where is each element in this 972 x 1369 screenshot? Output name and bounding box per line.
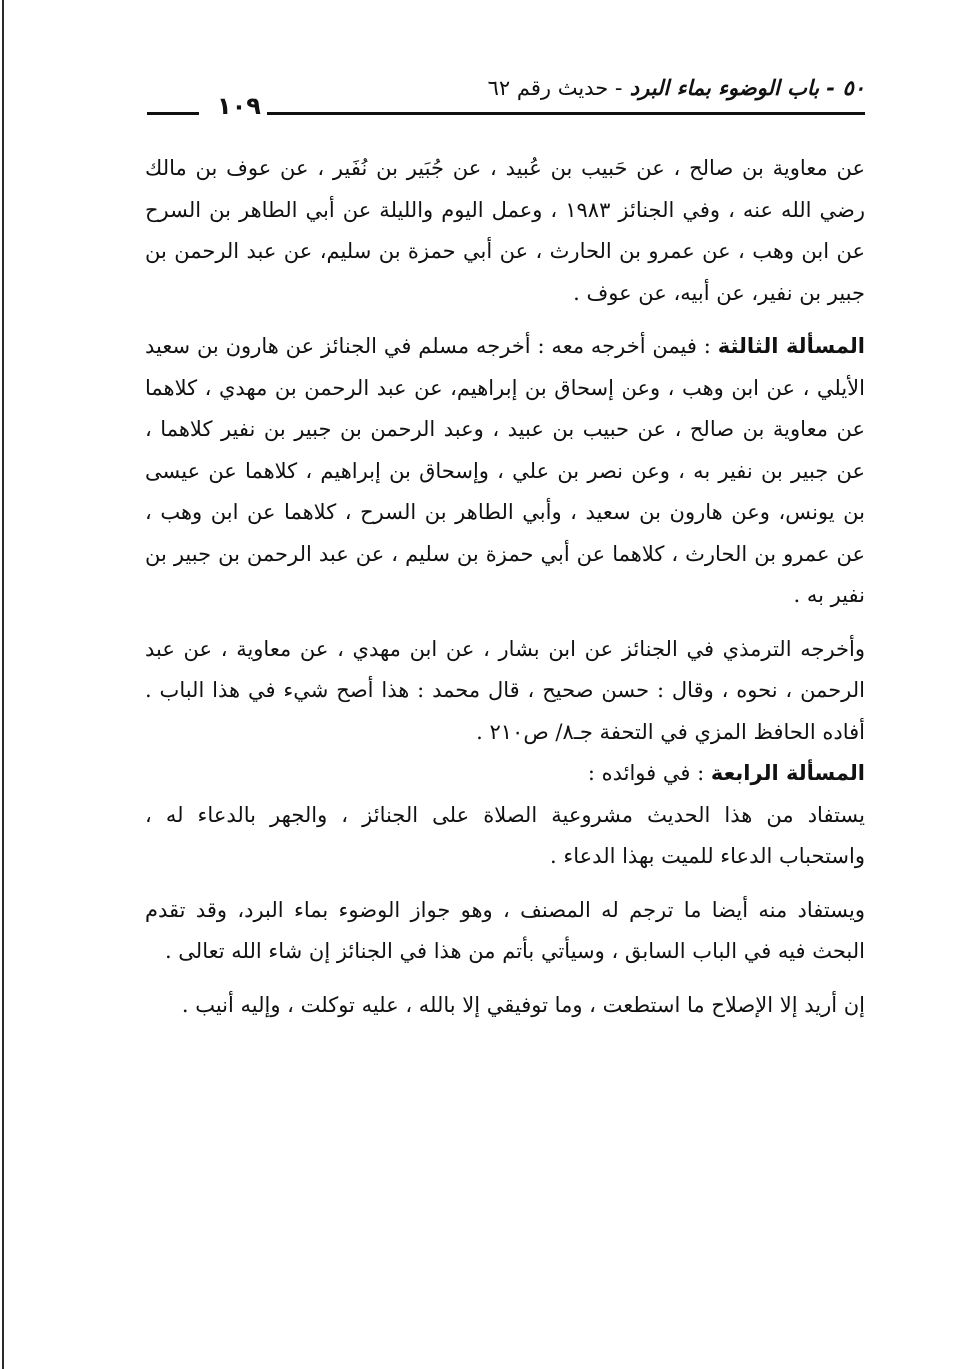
paragraph-closing xyxy=(145,985,865,1027)
paragraph-text: وأخرجه الترمذي في الجنائز عن ابن بشار ، عن ابن مهدي ، عن معاوية ، عن عبد الرحمن ، نحوه ، وقال : حسن صحيح ، قال محمد : هذا أصح شيء في هذا الباب . أفاده الحافظ المزي في التحفة جـ٨/ ص٢١٠ . xyxy=(145,636,865,744)
paragraph-isnad xyxy=(145,148,865,314)
chapter-title xyxy=(488,76,865,100)
hadith-reference: - حديث رقم ٦٢ xyxy=(487,76,623,100)
paragraph-text: يستفاد من هذا الحديث مشروعية الصلاة على الجنائز ، والجهر بالدعاء له ، واستحباب الدعاء للميت بهذا الدعاء . xyxy=(145,802,865,868)
paragraph-third-issue xyxy=(145,326,865,617)
page-number: ١٠٩ xyxy=(211,92,267,120)
paragraph-text: : في فوائده : xyxy=(587,761,705,785)
body-text xyxy=(145,148,865,1026)
section-heading: المسألة الثالثة xyxy=(717,334,865,358)
paragraph-fourth-issue xyxy=(145,753,865,795)
header-rule xyxy=(255,112,865,115)
paragraph-text: إن أريد إلا الإصلاح ما استطعت ، وما توفيقي إلا بالله ، عليه توكلت ، وإليه أنيب . xyxy=(181,992,865,1017)
page-number-dash xyxy=(147,112,199,115)
paragraph-text: : فيمن أخرجه معه : أخرجه مسلم في الجنائز عن هارون بن سعيد الأيلي ، عن ابن وهب ، وعن إسحاق بن إبراهيم، عن عبد الرحمن بن مهدي ، كلاهما عن معاوية بن صالح ، عن حبيب بن عبيد ، وعبد الرحمن بن جبير بن نفير كلاهما ، عن جبير بن نفير به ، وعن نصر بن علي ، وإسحاق بن إبراهيم ، كلاهما عن عيسى بن يونس، وعن هارون بن سعيد ، وأبي الطاهر بن السرح ، كلاهما عن ابن وهب ، عن عمرو بن الحارث ، كلاهما عن أبي حمزة بن سليم ، عن عبد الرحمن بن جبير بن نفير به . xyxy=(145,334,865,607)
scan-edge-line xyxy=(2,0,4,1369)
section-heading: المسألة الرابعة xyxy=(710,761,865,785)
paragraph-benefits xyxy=(145,795,865,878)
running-header xyxy=(145,70,865,120)
book-page xyxy=(145,70,866,1017)
paragraph-text: عن معاوية بن صالح ، عن حَبيب بن عُبيد ، عن جُبَير بن نُفَير ، عن عوف بن مالك رضي الله عنه ، وفي الجنائز ١٩٨٣ ، وعمل اليوم والليلة عن أبي الطاهر بن السرح عن ابن وهب ، عن عمرو بن الحارث ، عن أبي حمزة بن سليم، عن عبد الرحمن بن جبير بن نفير، عن أبيه، عن عوف . xyxy=(145,156,866,305)
paragraph-cold-water xyxy=(145,890,865,973)
chapter-title-text: ٥٠ - باب الوضوء بماء البرد xyxy=(629,76,865,100)
paragraph-tirmidhi xyxy=(145,629,865,754)
paragraph-text: ويستفاد منه أيضا ما ترجم له المصنف ، وهو جواز الوضوء بماء البرد، وقد تقدم البحث فيه في الباب السابق ، وسيأتي بأتم من هذا في الجنائز إن شاء الله تعالى . xyxy=(145,897,865,963)
